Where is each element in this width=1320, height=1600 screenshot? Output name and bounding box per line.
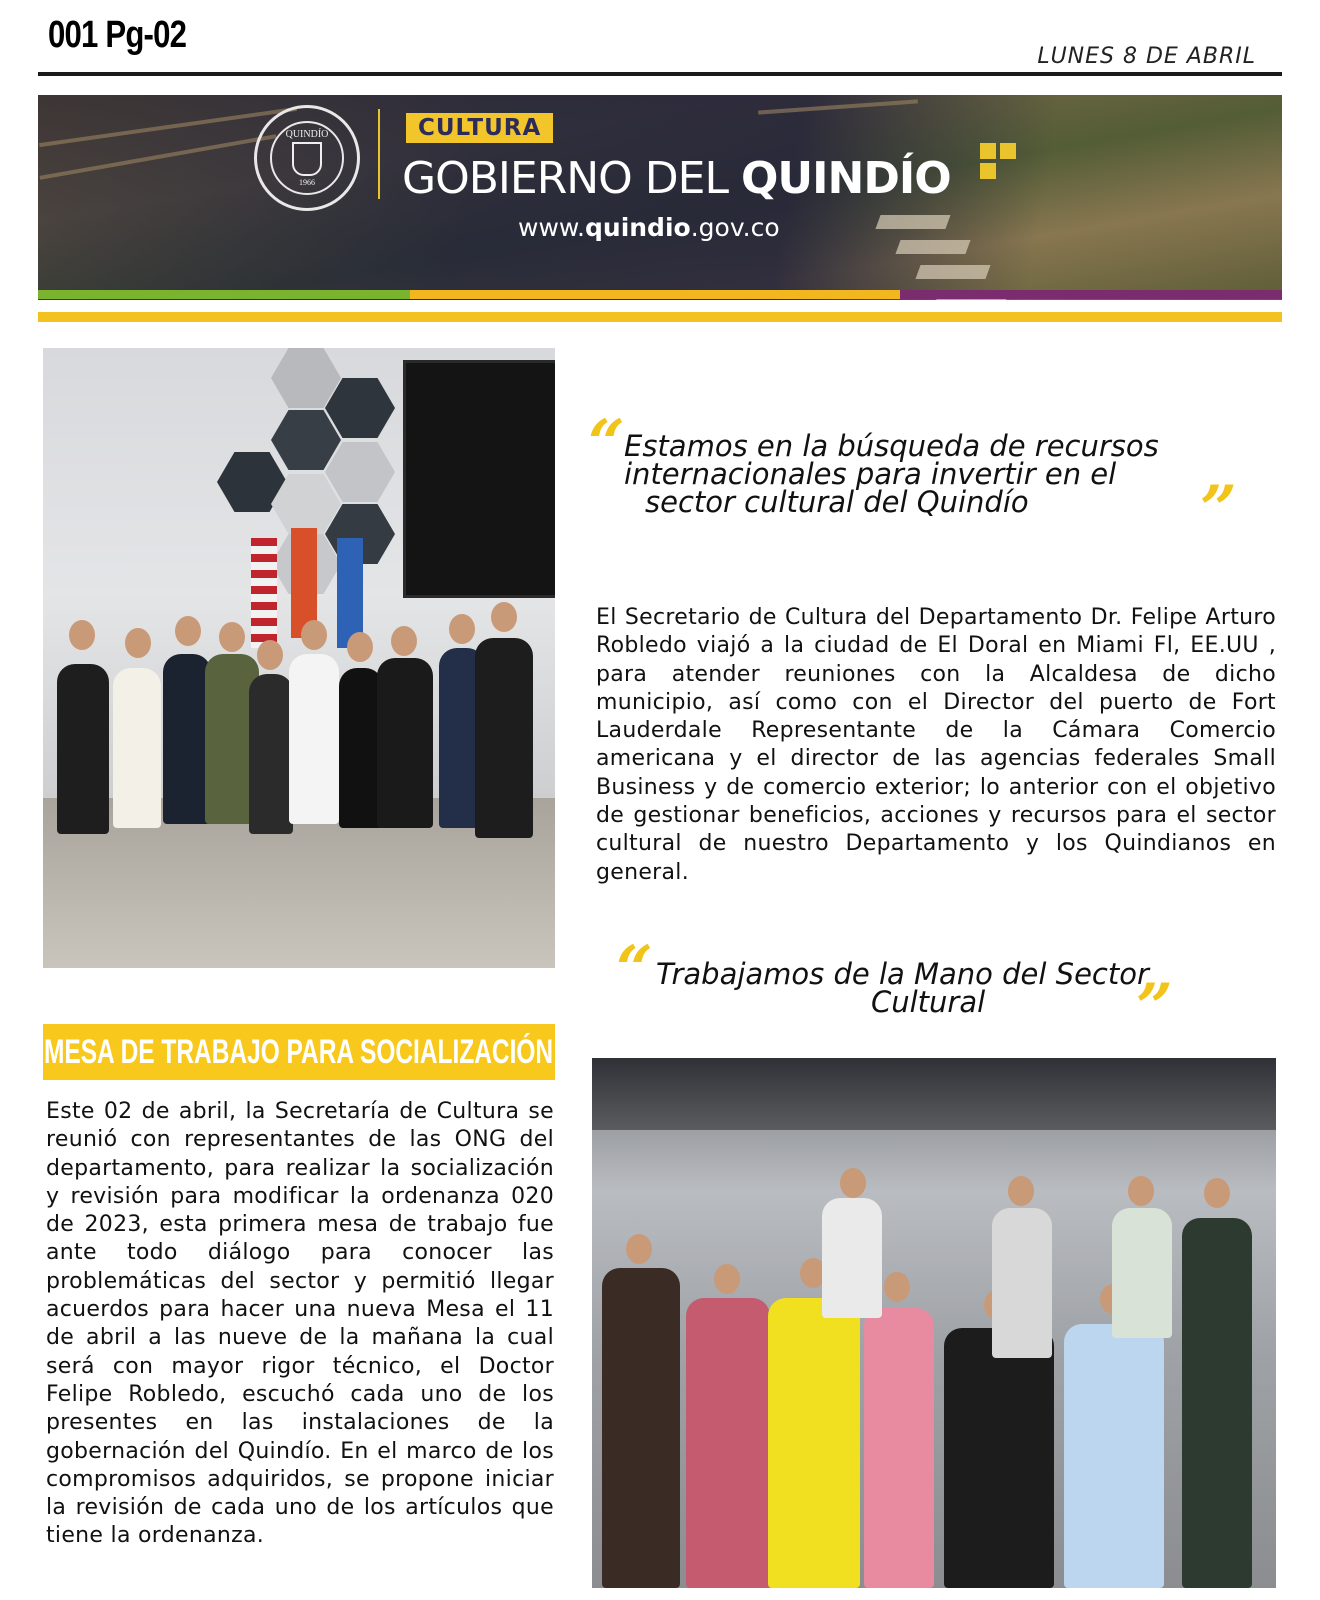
header-rule [38,72,1282,76]
group-photo-sector [592,1058,1276,1588]
gobierno-title [402,153,951,204]
quote-open-mark: “ [616,932,653,1007]
quote1-line1: Estamos en la búsqueda de recursos [624,429,1159,463]
quote1-line2: internacionales para invertir en el [624,457,1117,491]
quote2-line2: Cultural [871,985,986,1019]
stripe-purple [900,290,1282,299]
wall-tv [403,360,555,598]
stripe-yellow [410,290,900,299]
seal-shield-icon [292,142,322,176]
quindio-seal-logo [254,105,360,211]
quote-close-mark: ” [1200,472,1237,547]
path-stone [875,215,950,229]
fence-rail [758,99,918,114]
banner-bottom-stripe [38,312,1282,322]
section-heading-text: MESA DE TRABAJO PARA SOCIALIZACIÓN [44,1032,554,1071]
section-heading [43,1024,555,1080]
page-identifier: 001 Pg-02 [48,14,187,56]
url-suffix: .gov.co [690,213,780,242]
website-url [518,213,780,242]
banner-divider [378,109,380,199]
url-prefix: www. [518,213,585,242]
gobierno-title-light: GOBIERNO DEL [402,153,741,204]
article-body-left: Este 02 de abril, la Secretaría de Cultura se reunió con representantes de las ONG del departamento, para realizar la socialización y revisión para modificar la ordenanza 020 de 2023, esta primera mesa de trabajo fue ante todo diálogo para conocer las problemáticas del sector y permitió llegar acuerdos para hacer una nueva Mesa el 11 de abril a las nueve de la mañana la cual será con mayor rigor técnico, el Doctor Felipe Robledo, escuchó cada uno de los presentes en las instalaciones de la gobernación del Quindío. En el marco de los compromisos adquiridos, se propone iniciar la revisión de cada uno de los artículos que tiene la ordenanza. [46,1099,554,1549]
seal-text: QUINDÍO [285,129,329,140]
cultura-tag: CULTURA [406,113,553,143]
stripe-green [38,290,410,299]
article-body-right: El Secretario de Cultura del Departamento Dr. Felipe Arturo Robledo viajó a la ciudad de El Doral en Miami Fl, EE.UU , para atender reuniones con la Alcaldesa de dicho municipio, así como con el Director del puerto de Fort Lauderdale Representante de la Cámara Comercio americana y el director de las agencias federales Small Business y de comercio exterior; lo anterior con el objetivo de gestionar beneficios, acciones y recursos para el sector cultural de nuestro Departamento y los Quindianos en general. [596,605,1276,885]
url-domain: quindio [585,213,691,242]
issue-date: LUNES 8 DE ABRIL [1037,44,1256,69]
path-stone [895,240,970,254]
gobierno-title-bold: QUINDÍO [740,153,951,204]
cultura-banner [38,95,1282,300]
path-stone [915,265,990,279]
quote1-line3: sector cultural del Quindío [645,485,1029,519]
brand-squares-icon [980,143,1020,183]
seal-year: 1966 [299,178,315,187]
group-photo-doral [43,348,555,968]
quote2-line1: Trabajamos de la Mano del Sector [656,957,1149,991]
quote-open-mark: “ [588,406,625,481]
quote-close-mark: ” [1136,970,1173,1045]
